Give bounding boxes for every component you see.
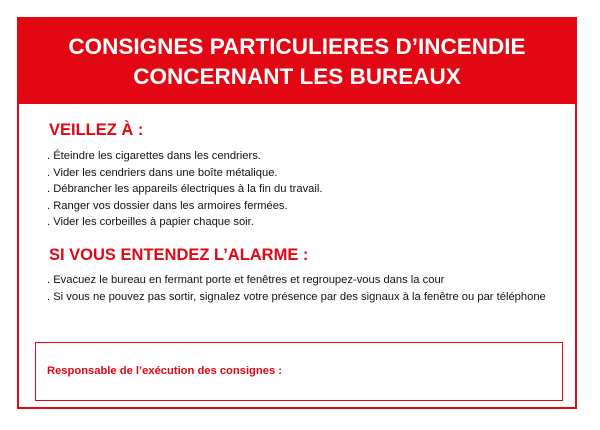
list-item: . Débrancher les appareils électriques à la fin du travail. [47,183,323,195]
list-item: . Si vous ne pouvez pas sortir, signalez votre présence par des signaux à la fenêtre ou par téléphone [47,290,546,303]
list-item: . Ranger vos dossier dans les armoires fermées. [47,199,288,212]
list-item: . Vider les cendriers dans une boîte métalique. [47,166,278,179]
alarme-list [47,272,547,305]
list-item: . Vider les corbeilles à papier chaque soir. [47,216,254,228]
sign-header [19,19,575,104]
responsable-box [35,342,563,401]
veillez-list [47,148,322,231]
section-veillez-title: VEILLEZ À : [49,121,144,139]
responsable-label: Responsable de l’exécution des consignes : [47,365,283,377]
reference-code: · [3,354,8,356]
section-alarme-title: SI VOUS ENTENDEZ L’ALARME : [49,246,309,264]
list-item: . Éteindre les cigarettes dans les cendriers. [47,150,261,162]
list-item: . Evacuez le bureau en fermant porte et fenêtres et regroupez-vous dans la cour [47,274,445,286]
fire-instructions-sign [17,17,577,409]
sign-title-line-2: CONCERNANT LES BUREAUX [133,63,461,89]
sign-title-line-1: CONSIGNES PARTICULIERES D’INCENDIE [68,33,526,59]
